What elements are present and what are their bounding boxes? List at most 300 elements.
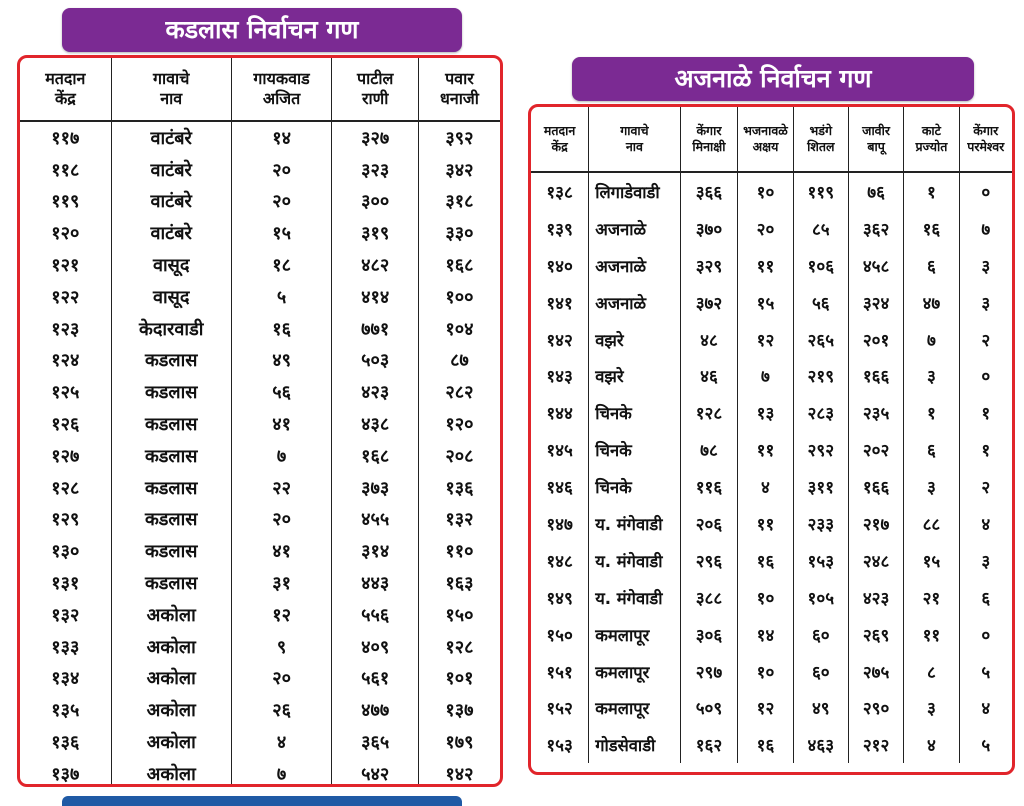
right-cell: ७८ [680,431,738,468]
header-line: भडंगे [809,123,833,139]
right-cell: १३९ [531,210,589,247]
right-cell: य. मंगेवाडी [589,505,680,542]
right-cell: १४९ [531,579,589,616]
right-cell: य. मंगेवाडी [589,579,680,616]
right-cell: कमलापूर [589,689,680,726]
right-cell: ३२९ [680,247,738,284]
left-cell: कडलास [111,504,231,536]
right-cell: १०५ [793,579,848,616]
right-cell: १४२ [531,321,589,358]
left-header-col-0 [20,58,111,121]
left-cell: वाटंबरे [111,121,231,154]
left-cell: ३६५ [332,726,418,758]
header-line: गावाचे [153,69,190,88]
left-cell: वाटंबरे [111,154,231,186]
right-cell: ८ [904,653,959,690]
right-cell: १६२ [680,726,738,763]
right-cell: गोडसेवाडी [589,726,680,763]
left-cell: ५४२ [332,758,418,787]
left-cell: ५६१ [332,663,418,695]
left-cell: ४०९ [332,631,418,663]
left-header-col-1 [111,58,231,121]
left-cell: ३१४ [332,535,418,567]
right-cell: चिनके [589,394,680,431]
right-cell: ३ [981,293,991,314]
table-row [20,281,500,313]
right-cell: २९६ [680,542,738,579]
left-cell: कडलास [111,472,231,504]
header-line: धनाजी [439,89,479,108]
right-cell: २४८ [848,542,903,579]
left-cell: कडलास [111,376,231,408]
right-cell: १३ [738,394,793,431]
left-cell: ४१४ [332,281,418,313]
header-line: जावीर [862,123,890,139]
right-cell: १६६ [848,468,903,505]
left-cell: १६८ [445,255,474,277]
left-cell: १६३ [445,573,474,595]
right-cell: ३०६ [680,616,738,653]
right-cell: ४६ [680,357,738,394]
left-cell: अकोला [111,663,231,695]
right-cell: १४ [738,616,793,653]
right-cell: २७५ [848,653,903,690]
table-row [531,321,1012,358]
right-cell: ३११ [793,468,848,505]
table-row [531,357,1012,394]
left-cell: कडलास [111,535,231,567]
next-section-banner-edge [62,796,462,806]
right-cell: अजनाळे [589,210,680,247]
left-cell: १२५ [20,376,111,408]
right-cell: १६ [904,210,959,247]
table-row [20,408,500,440]
left-cell: ७ [231,758,332,787]
header-line: नाव [625,139,643,154]
left-cell: ४४३ [332,567,418,599]
right-cell: ० [981,625,991,646]
left-cell: १७९ [445,732,474,754]
right-cell: १५० [531,616,589,653]
right-cell: वझरे [589,357,680,394]
right-cell: ० [981,367,991,388]
right-cell: २ [981,478,991,499]
right-cell: १५३ [531,726,589,763]
right-cell: १५३ [793,542,848,579]
left-cell: ४२३ [332,376,418,408]
right-cell: १० [738,653,793,690]
left-cell: ४५५ [332,504,418,536]
right-cell: ३६६ [680,172,738,210]
right-cell: १४१ [531,284,589,321]
left-cell: ३१ [231,567,332,599]
right-cell: अजनाळे [589,247,680,284]
left-cell: ५५६ [332,599,418,631]
left-cell: ११८ [20,154,111,186]
right-cell: २९७ [680,653,738,690]
right-cell: ११ [904,616,959,653]
right-cell: २६९ [848,616,903,653]
right-cell: ७ [904,321,959,358]
right-header-col-6 [904,107,959,172]
header-line: अजित [262,89,301,108]
right-cell: ११ [738,431,793,468]
table-row [531,394,1012,431]
left-cell: १२६ [20,408,111,440]
left-cell: १२ [231,599,332,631]
right-cell: ३ [981,551,991,572]
right-cell: १ [904,394,959,431]
left-cell: अकोला [111,599,231,631]
left-cell: अकोला [111,726,231,758]
left-cell: कडलास [111,408,231,440]
left-cell: १३६ [445,477,474,499]
left-cell: ९ [231,631,332,663]
header-line: पवार [445,69,474,88]
left-cell: १३४ [20,663,111,695]
left-cell: ५०३ [332,345,418,377]
table-row [20,376,500,408]
right-cell: ३८८ [680,579,738,616]
table-row [20,599,500,631]
right-cell: २९० [848,689,903,726]
table-row [531,210,1012,247]
right-cell: १० [738,172,793,210]
right-cell: ३७० [680,210,738,247]
right-cell: १५ [738,284,793,321]
table-row [531,247,1012,284]
left-cell: १३२ [20,599,111,631]
table-row [20,726,500,758]
right-cell: २०२ [848,431,903,468]
header-line: काटे [921,123,941,139]
table-row [20,694,500,726]
left-cell: कडलास [111,440,231,472]
table-row [531,431,1012,468]
right-cell: २३३ [793,505,848,542]
left-cell: १२४ [20,345,111,377]
right-cell: ४ [904,726,959,763]
right-cell: ११ [738,505,793,542]
table-row [531,579,1012,616]
left-cell: १२८ [445,636,474,658]
left-cell: ५६ [231,376,332,408]
left-cell: वाटंबरे [111,186,231,218]
right-cell: ४५८ [848,247,903,284]
table-row [531,468,1012,505]
right-cell: ६० [793,616,848,653]
right-cell: ३ [981,256,991,277]
right-cell: कमलापूर [589,616,680,653]
right-cell: कमलापूर [589,653,680,690]
header-line: गायकवाड [253,69,310,88]
left-header-col-2 [231,58,332,121]
right-cell: १५१ [531,653,589,690]
right-cell: ६ [981,588,991,609]
right-cell: २० [738,210,793,247]
left-cell: २०८ [445,445,474,467]
right-cell: ५ [981,662,991,683]
right-cell: ३ [904,689,959,726]
left-cell: ४१ [231,408,332,440]
right-cell: १५२ [531,689,589,726]
right-cell: वझरे [589,321,680,358]
right-cell: ७ [738,357,793,394]
header-line: परमेश्वर [967,139,1005,154]
left-cell: २० [231,663,332,695]
left-cell: १३७ [445,700,474,722]
left-cell: ११० [445,541,474,563]
right-cell: ५६ [793,284,848,321]
right-header-col-4 [793,107,848,172]
right-cell: १४४ [531,394,589,431]
right-header-col-5 [848,107,903,172]
left-cell: अकोला [111,631,231,663]
right-cell: १ [981,441,991,462]
left-cell: ३४२ [445,159,474,181]
left-cell: १३६ [20,726,111,758]
left-cell: १२९ [20,504,111,536]
right-cell: २६५ [793,321,848,358]
left-cell: ३७३ [332,472,418,504]
left-header-col-3 [332,58,418,121]
right-cell: १५ [904,542,959,579]
table-row [531,726,1012,763]
right-header-col-1 [589,107,680,172]
right-cell: ११ [738,247,793,284]
left-cell: २० [231,504,332,536]
left-cell: १२० [20,217,111,249]
left-cell: १३३ [20,631,111,663]
right-cell: १६६ [848,357,903,394]
table-row [20,440,500,472]
left-cell: ४१ [231,535,332,567]
right-cell: चिनके [589,468,680,505]
right-cell: १४६ [531,468,589,505]
right-cell: लिगाडेवाडी [589,172,680,210]
left-cell: ३२७ [332,121,418,154]
header-line: केंद्र [54,89,76,108]
left-cell: ४९ [231,345,332,377]
left-cell: १२२ [20,281,111,313]
right-cell: ४८ [680,321,738,358]
right-cell: १६ [738,726,793,763]
header-line: केंगार [696,123,722,139]
table-row [20,249,500,281]
table-row [20,154,500,186]
left-cell: १८ [231,249,332,281]
left-cell: ११९ [20,186,111,218]
left-cell: ४७७ [332,694,418,726]
table-row [20,217,500,249]
left-cell: ३३० [445,223,474,245]
right-cell: १० [738,579,793,616]
left-header-col-4 [418,58,500,121]
right-cell: १०६ [793,247,848,284]
header-line: मतदान [45,69,86,88]
left-cell: ३०० [332,186,418,218]
right-cell: १४७ [531,505,589,542]
left-cell: ७७१ [332,313,418,345]
table-row [531,689,1012,726]
left-cell: १०४ [445,318,474,340]
header-line: केंद्र [551,139,568,154]
left-cell: वाटंबरे [111,217,231,249]
left-cell: १२१ [20,249,111,281]
table-row [20,313,500,345]
table-row [531,616,1012,653]
table-row [20,504,500,536]
right-header-col-0 [531,107,589,172]
table-row [531,542,1012,579]
right-cell: २३५ [848,394,903,431]
left-cell: १३० [20,535,111,567]
table-row [531,172,1012,210]
left-cell: २६ [231,694,332,726]
right-cell: ४ [981,514,991,535]
header-line: मिनाक्षी [692,139,726,154]
left-cell: २८२ [445,382,474,404]
right-cell: ६० [793,653,848,690]
right-header-col-7 [959,107,1012,172]
right-cell: ५०९ [680,689,738,726]
left-cell: कडलास [111,345,231,377]
right-cell: ४६३ [793,726,848,763]
right-cell: २१ [904,579,959,616]
left-cell: ८७ [450,350,469,372]
right-cell: १४५ [531,431,589,468]
left-cell: वासूद [111,281,231,313]
table-row [20,186,500,218]
left-cell: ३१८ [445,191,474,213]
left-cell: ४ [231,726,332,758]
right-cell: ८८ [904,505,959,542]
left-cell: १०० [445,286,474,308]
left-cell: ३२३ [332,154,418,186]
left-cell: २० [231,154,332,186]
right-cell: ३२४ [848,284,903,321]
right-cell: ११९ [793,172,848,210]
right-cell: १२ [738,689,793,726]
left-cell: अकोला [111,694,231,726]
left-cell: १२० [445,414,474,436]
left-cell: २२ [231,472,332,504]
left-cell: १२३ [20,313,111,345]
left-cell: १०१ [445,668,474,690]
table-row [531,284,1012,321]
header-line: केंगार [973,123,999,139]
left-cell: १५० [445,604,474,626]
right-cell: ६ [904,431,959,468]
right-cell: ६ [904,247,959,284]
right-cell: २१९ [793,357,848,394]
left-cell: १४२ [445,763,474,785]
left-cell: १३१ [20,567,111,599]
table-row [20,121,500,154]
table-row [20,663,500,695]
table-row [20,567,500,599]
right-cell: २१२ [848,726,903,763]
right-cell: य. मंगेवाडी [589,542,680,579]
right-cell: ४९ [793,689,848,726]
header-line: मतदान [543,123,576,139]
right-cell: २०१ [848,321,903,358]
right-cell: २०६ [680,505,738,542]
table-row [531,505,1012,542]
right-cell: ४ [738,468,793,505]
header-line: अक्षय [752,139,779,154]
header-line: नाव [160,89,183,108]
ajnale-results-table [528,104,1015,775]
table-row [20,631,500,663]
table-row [531,653,1012,690]
right-cell: २९२ [793,431,848,468]
right-cell: ० [981,182,991,203]
header-line: प्रज्योत [915,139,948,154]
header-line: गावाचे [620,123,649,139]
left-cell: वासूद [111,249,231,281]
header-line: राणी [361,89,389,108]
header-line: पाटील [357,69,394,88]
right-cell: १४३ [531,357,589,394]
left-cell: १२७ [20,440,111,472]
right-cell: ३ [904,468,959,505]
right-cell: १ [981,404,991,425]
left-cell: १३७ [20,758,111,787]
right-cell: अजनाळे [589,284,680,321]
right-cell: ८५ [793,210,848,247]
left-cell: ७ [231,440,332,472]
right-cell: ४ [981,699,991,720]
left-cell: २० [231,186,332,218]
left-cell: १४ [231,121,332,154]
left-cell: ३९२ [445,127,474,149]
right-cell: १३८ [531,172,589,210]
table-row [20,535,500,567]
right-title-banner: अजनाळे निर्वाचन गण [572,57,974,101]
left-cell: ३१९ [332,217,418,249]
left-cell: ११७ [20,121,111,154]
right-cell: ७ [981,219,991,240]
right-header-col-2 [680,107,738,172]
left-cell: केदारवाडी [111,313,231,345]
left-cell: १५ [231,217,332,249]
header-line: भजनावळे [743,123,788,139]
left-cell: १६ [231,313,332,345]
kadlas-results-table [17,55,503,787]
left-cell: कडलास [111,567,231,599]
right-cell: १४० [531,247,589,284]
left-cell: १३५ [20,694,111,726]
table-row [20,472,500,504]
left-cell: अकोला [111,758,231,787]
right-cell: १६ [738,542,793,579]
left-cell: ४३८ [332,408,418,440]
right-header-col-3 [738,107,793,172]
right-cell: ५ [981,736,991,757]
right-cell: २८३ [793,394,848,431]
right-cell: ३७२ [680,284,738,321]
right-cell: ११६ [680,468,738,505]
right-cell: ३६२ [848,210,903,247]
left-cell: १३२ [445,509,474,531]
left-cell: ४८२ [332,249,418,281]
right-cell: १ [904,172,959,210]
right-cell: ३ [904,357,959,394]
right-cell: २१७ [848,505,903,542]
table-row [20,345,500,377]
header-line: शितल [807,139,835,154]
